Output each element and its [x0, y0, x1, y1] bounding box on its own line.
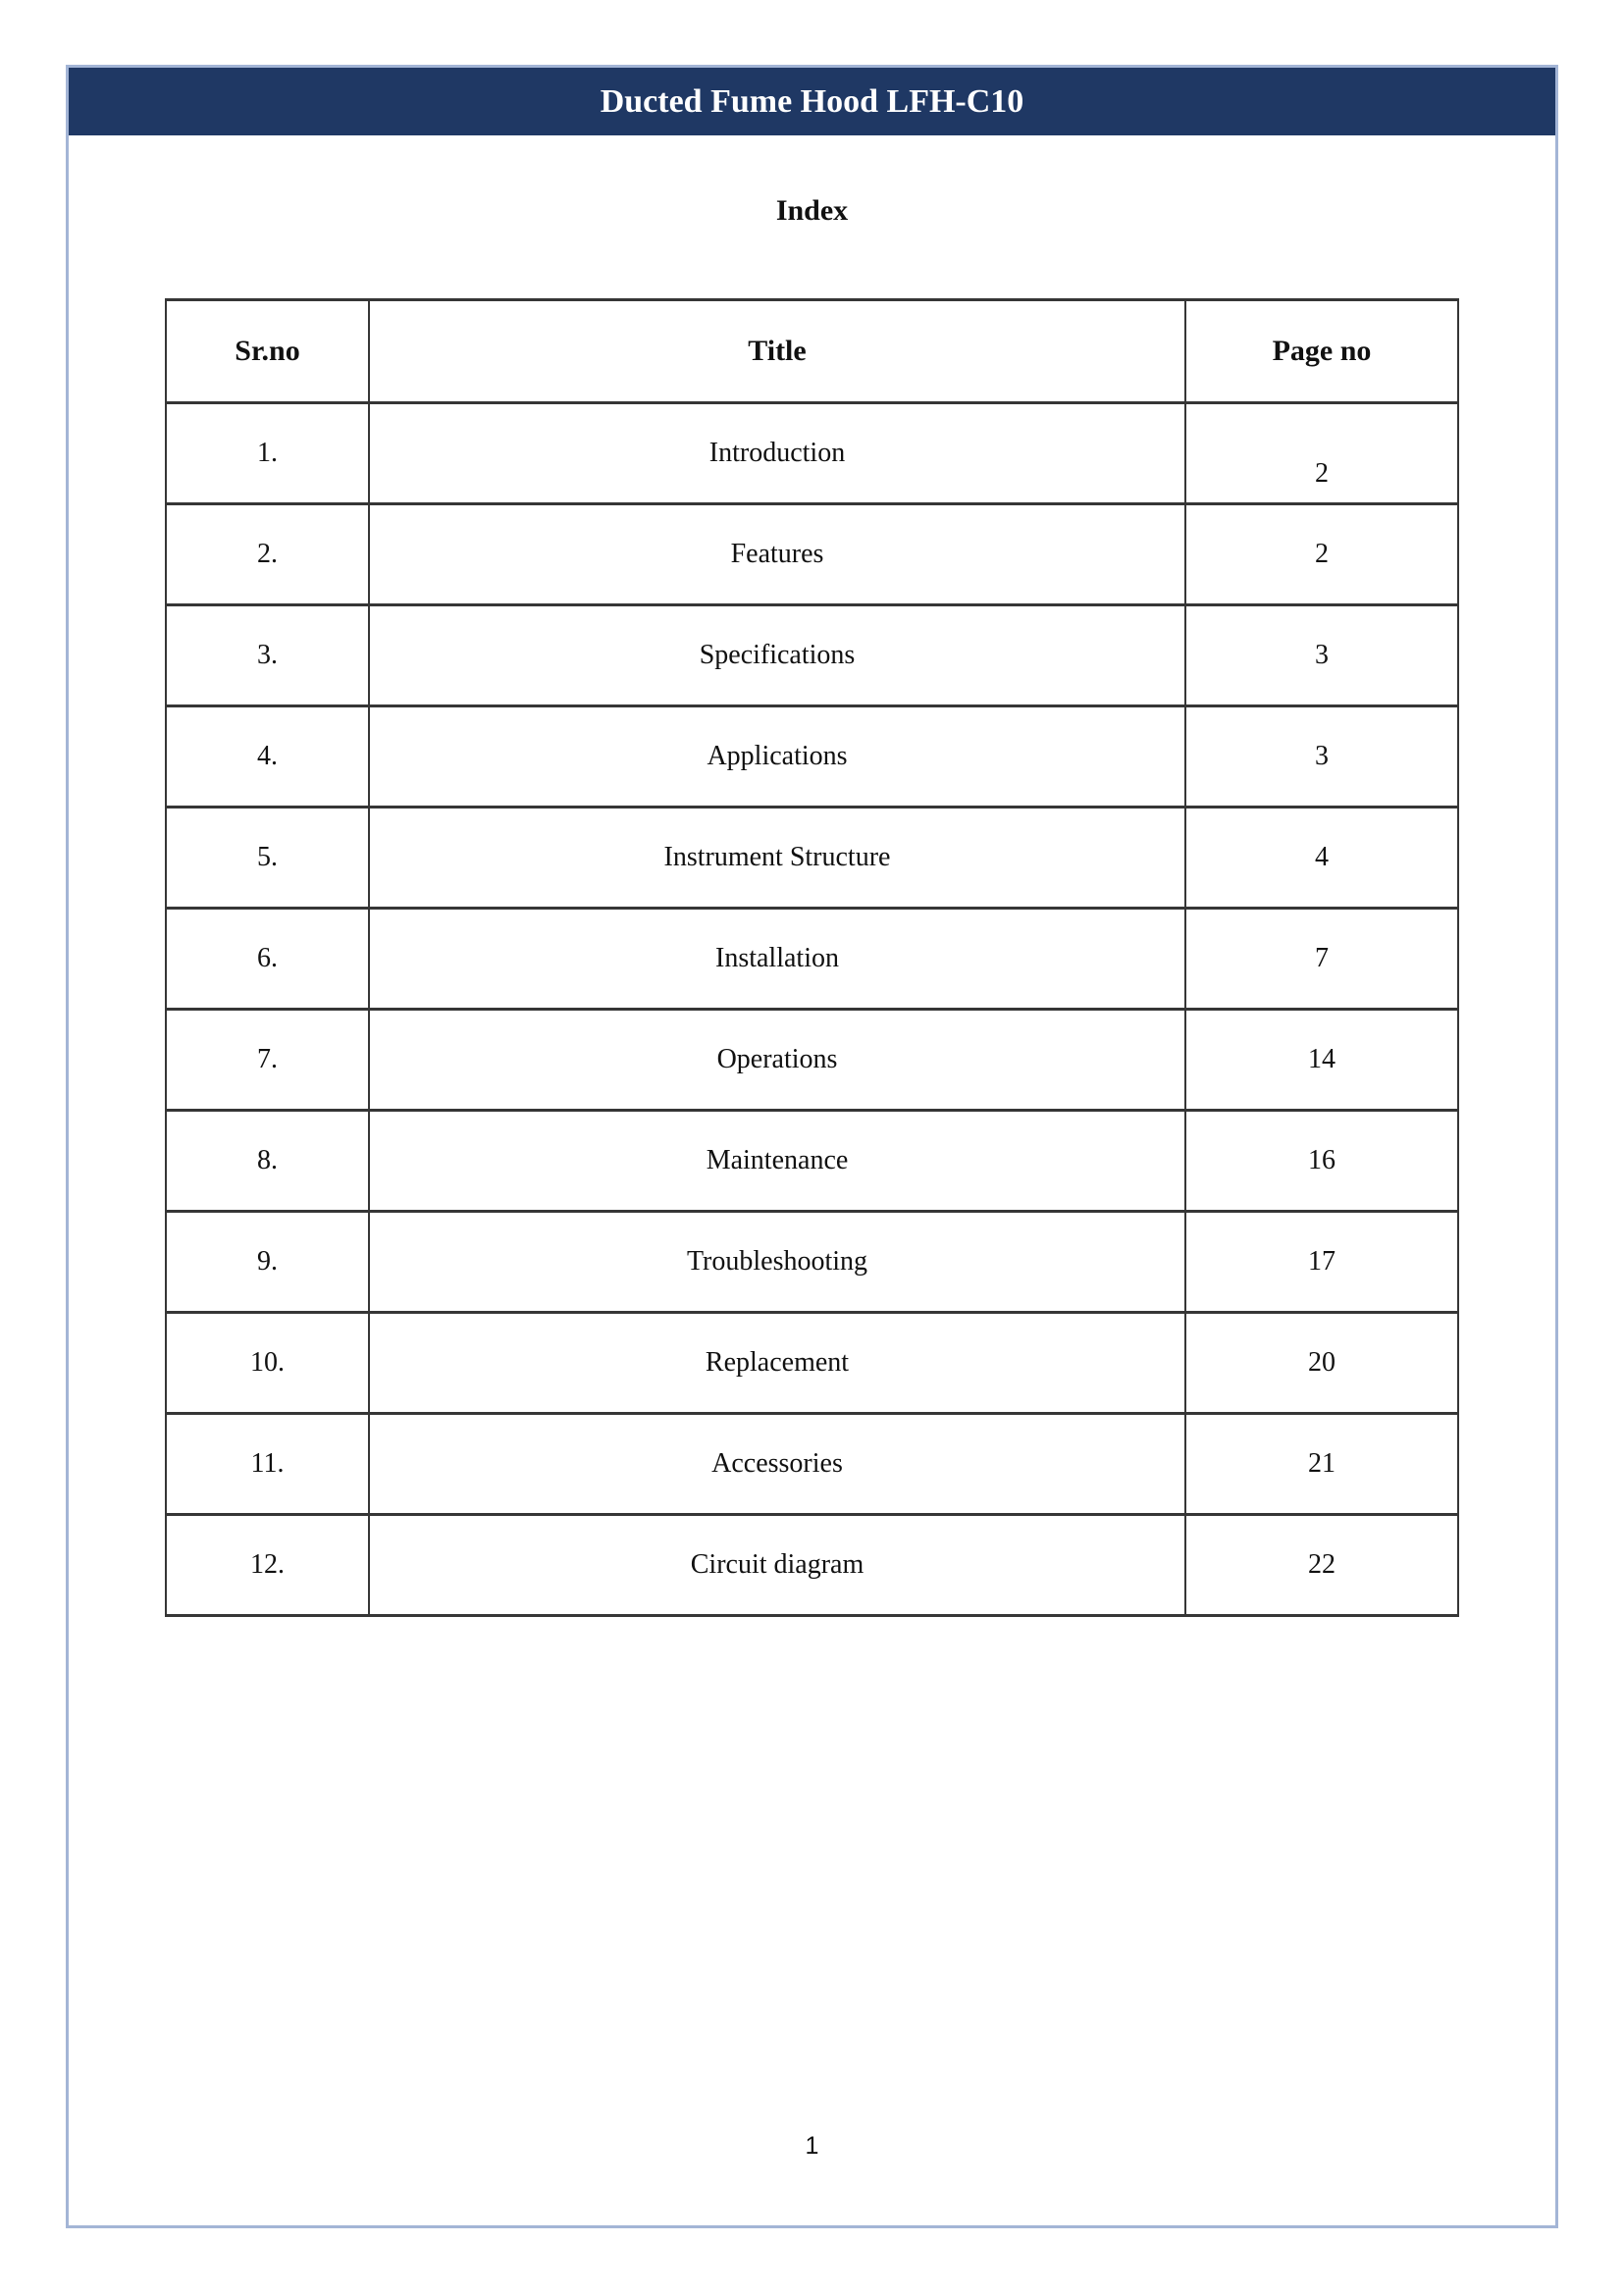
table-row	[166, 1111, 1458, 1212]
document-title: Ducted Fume Hood LFH-C10	[600, 83, 1024, 120]
title-cell: Introduction	[369, 403, 1185, 504]
column-header-pageno: Page no	[1185, 300, 1458, 403]
pageno-cell: 2	[1185, 504, 1458, 605]
pageno-cell: 20	[1185, 1313, 1458, 1414]
column-header-title: Title	[369, 300, 1185, 403]
srno-cell: 2.	[166, 504, 369, 605]
table-row	[166, 706, 1458, 808]
srno-cell: 1.	[166, 403, 369, 504]
title-cell: Specifications	[369, 605, 1185, 706]
title-cell: Features	[369, 504, 1185, 605]
table-row	[166, 808, 1458, 909]
table-row	[166, 1010, 1458, 1111]
table-row	[166, 1414, 1458, 1515]
table-row	[166, 403, 1458, 504]
column-header-srno: Sr.no	[166, 300, 369, 403]
pageno-cell: 14	[1185, 1010, 1458, 1111]
title-cell: Maintenance	[369, 1111, 1185, 1212]
title-cell: Accessories	[369, 1414, 1185, 1515]
table-row	[166, 909, 1458, 1010]
table-row	[166, 1212, 1458, 1313]
index-heading: Index	[775, 194, 849, 227]
pageno-cell: 3	[1185, 706, 1458, 808]
title-cell: Circuit diagram	[369, 1515, 1185, 1616]
title-cell: Instrument Structure	[369, 808, 1185, 909]
index-table	[165, 298, 1459, 1617]
table-row	[166, 504, 1458, 605]
pageno-cell: 22	[1185, 1515, 1458, 1616]
title-cell: Replacement	[369, 1313, 1185, 1414]
table-row	[166, 605, 1458, 706]
srno-cell: 11.	[166, 1414, 369, 1515]
srno-cell: 9.	[166, 1212, 369, 1313]
document-header-bar	[69, 68, 1555, 135]
srno-cell: 10.	[166, 1313, 369, 1414]
title-cell: Applications	[369, 706, 1185, 808]
srno-cell: 4.	[166, 706, 369, 808]
document-page	[66, 65, 1558, 2228]
srno-cell: 12.	[166, 1515, 369, 1616]
pageno-cell: 7	[1185, 909, 1458, 1010]
table-header-row	[166, 300, 1458, 403]
table-row	[166, 1515, 1458, 1616]
pageno-cell: 3	[1185, 605, 1458, 706]
srno-cell: 5.	[166, 808, 369, 909]
table-row	[166, 1313, 1458, 1414]
pageno-cell: 2	[1185, 403, 1458, 504]
title-cell: Installation	[369, 909, 1185, 1010]
pageno-cell: 21	[1185, 1414, 1458, 1515]
pageno-cell: 17	[1185, 1212, 1458, 1313]
title-cell: Operations	[369, 1010, 1185, 1111]
title-cell: Troubleshooting	[369, 1212, 1185, 1313]
pageno-cell: 16	[1185, 1111, 1458, 1212]
srno-cell: 6.	[166, 909, 369, 1010]
srno-cell: 8.	[166, 1111, 369, 1212]
srno-cell: 7.	[166, 1010, 369, 1111]
footer-page-number: 1	[805, 2132, 819, 2160]
pageno-cell: 4	[1185, 808, 1458, 909]
srno-cell: 3.	[166, 605, 369, 706]
